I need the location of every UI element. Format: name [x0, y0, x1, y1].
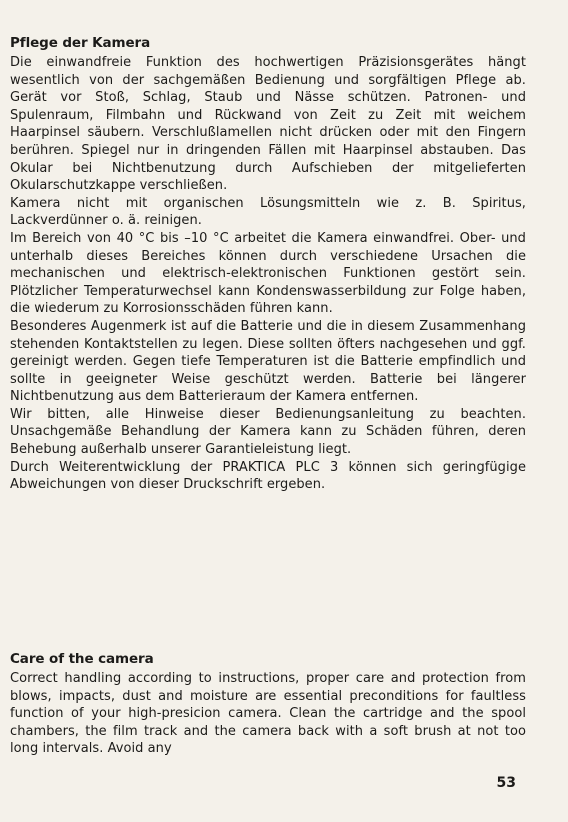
english-heading: Care of the camera — [10, 651, 154, 667]
german-paragraph-5: Wir bitten, alle Hinweise dieser Bedienungsanleitung zu beachten. Unsachgemäße Behandlung der Kamera kann zu Schäden führen, deren Behebung außerhalb unserer Garantieleistung liegt. — [10, 406, 526, 458]
german-paragraph-2: Kamera nicht mit organischen Lösungsmitteln wie z. B. Spiritus, Lackverdünner o. ä. reinigen. — [10, 195, 526, 229]
german-paragraph-3: Im Bereich von 40 °C bis –10 °C arbeitet die Kamera einwandfrei. Ober- und unterhalb dieses Bereiches können durch verschiedene Ursachen die mechanischen und elektrisch-elektronischen Funktionen gestört sein. Plötzlicher Temperaturwechsel kann Kondenswasserbildung zur Folge haben, die wiederum zu Korrosionsschäden führen kann. — [10, 230, 526, 317]
english-section — [10, 650, 526, 758]
german-paragraph-1: Die einwandfreie Funktion des hochwertigen Präzisionsgerätes hängt wesentlich von der sachgemäßen Bedienung und sorgfältigen Pflege ab. Gerät vor Stoß, Schlag, Staub und Nässe schützen. Patronen- und Spulenraum, Filmbahn und Rückwand von Zeit zu Zeit mit weichem Haarpinsel säubern. Verschlußlamellen nicht drücken oder mit den Fingern berühren. Spiegel nur in dringenden Fällen mit Haarpinsel abstauben. Das Okular bei Nichtbenutzung durch Aufschieben der mitgelieferten Okularschutzkappe verschließen. — [10, 55, 526, 194]
english-paragraph-1: Correct handling according to instructions, proper care and protection from blows, impacts, dust and moisture are essential preconditions for faultless function of your high-presicion camera. Clean the cartridge and the spool chambers, the film track and the camera back with a soft brush at not too long intervals. Avoid any — [10, 671, 526, 757]
german-heading: Pflege der Kamera — [10, 35, 151, 51]
page-number: 53 — [496, 775, 516, 791]
german-paragraph-4: Besonderes Augenmerk ist auf die Batterie und die in diesem Zusammenhang stehenden Kontaktstellen zu legen. Diese sollten öfters nachgesehen und ggf. gereinigt werden. Gegen tiefe Temperaturen ist die Batterie empfindlich und sollte in geeigneter Weise geschützt werden. Batterie bei längerer Nichtbenutzung aus dem Batterieraum der Kamera entfernen. — [10, 318, 526, 405]
german-paragraph-6: Durch Weiterentwicklung der PRAKTICA PLC 3 können sich geringfügige Abweichungen von dieser Druckschrift ergeben. — [10, 459, 526, 493]
german-section — [10, 34, 526, 494]
